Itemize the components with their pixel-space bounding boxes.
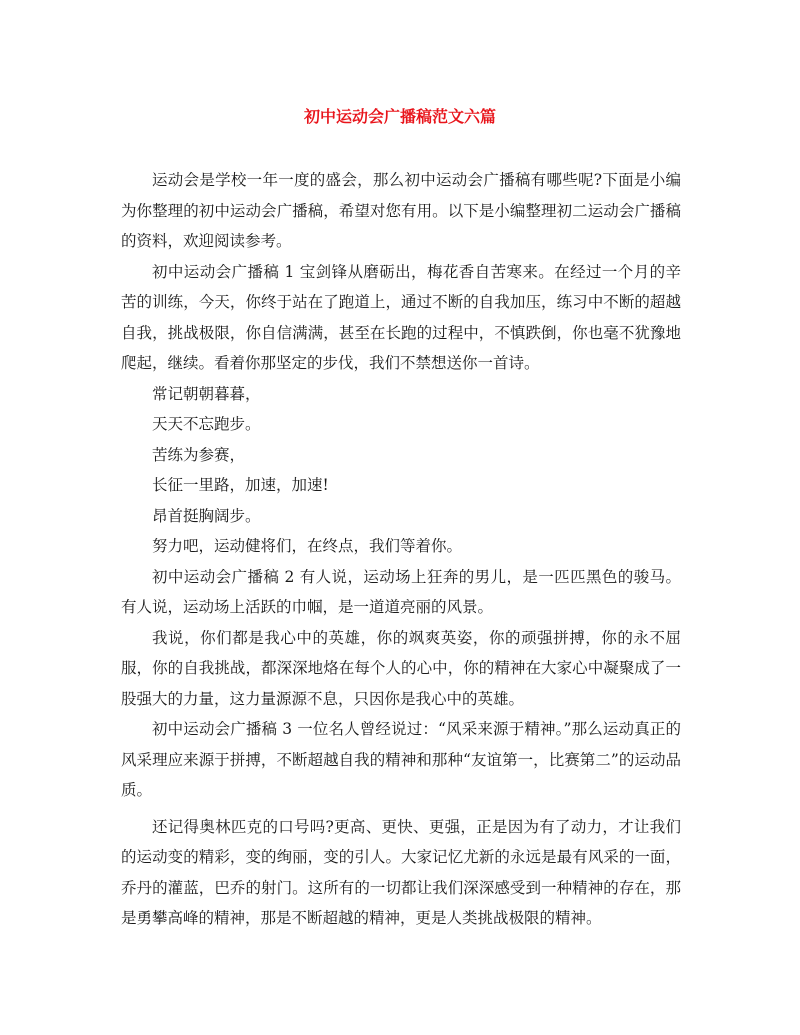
paragraph: 初中运动会广播稿 1 宝剑锋从磨砺出，梅花香自苦寒来。在经过一个月的辛苦的训练，今天，你终于站在了跑道上，通过不断的自我加压，练习中不断的超越自我，挑战极限，你自信满满，甚至在长跑的过程中，不慎跌倒，你也毫不犹豫地爬起，继续。看着你那坚定的步伐，我们不禁想送你一首诗。 bbox=[121, 262, 681, 372]
document-title: 初中运动会广播稿范文六篇 bbox=[303, 107, 496, 126]
poem-line: 昂首挺胸阔步。 bbox=[152, 506, 261, 525]
paragraph: 初中运动会广播稿 3 一位名人曾经说过：“风采来源于精神。”那么运动真正的风采理应来源于拼搏，不断超越自我的精神和那种“友谊第一，比赛第二”的运动品质。 bbox=[121, 720, 681, 799]
paragraph: 努力吧，运动健将们，在终点，我们等着你。 bbox=[152, 537, 463, 555]
poem-line: 常记朝朝暮暮， bbox=[152, 384, 261, 403]
paragraph: 初中运动会广播稿 2 有人说，运动场上狂奔的男儿，是一匹匹黑色的骏马。有人说，运动场上活跃的巾帼，是一道道亮丽的风景。 bbox=[121, 567, 681, 616]
document-body bbox=[121, 165, 681, 934]
paragraph: 还记得奥林匹克的口号吗?更高、更快、更强，正是因为有了动力，才让我们的运动变的精彩，变的绚丽，变的引人。大家记忆尤新的永远是最有风采的一面，乔丹的灌蓝，巴乔的射门。这所有的一切都让我们深深感受到一种精神的存在，那是勇攀高峰的精神，那是不断超越的精神，更是人类挑战极限的精神。 bbox=[121, 817, 681, 927]
poem-line: 苦练为参赛， bbox=[152, 445, 246, 464]
poem-line: 天天不忘跑步。 bbox=[152, 415, 261, 433]
paragraph: 我说，你们都是我心中的英雄，你的飒爽英姿，你的顽强拼搏，你的永不屈服，你的自我挑战，都深深地烙在每个人的心中，你的精神在大家心中凝聚成了一股强大的力量，这力量源源不息，只因你是我心中的英雄。 bbox=[121, 628, 681, 708]
paragraph: 运动会是学校一年一度的盛会，那么初中运动会广播稿有哪些呢?下面是小编为你整理的初中运动会广播稿，希望对您有用。以下是小编整理初二运动会广播稿的资料，欢迎阅读参考。 bbox=[121, 171, 681, 250]
poem-line: 长征一里路，加速，加速! bbox=[152, 476, 329, 494]
